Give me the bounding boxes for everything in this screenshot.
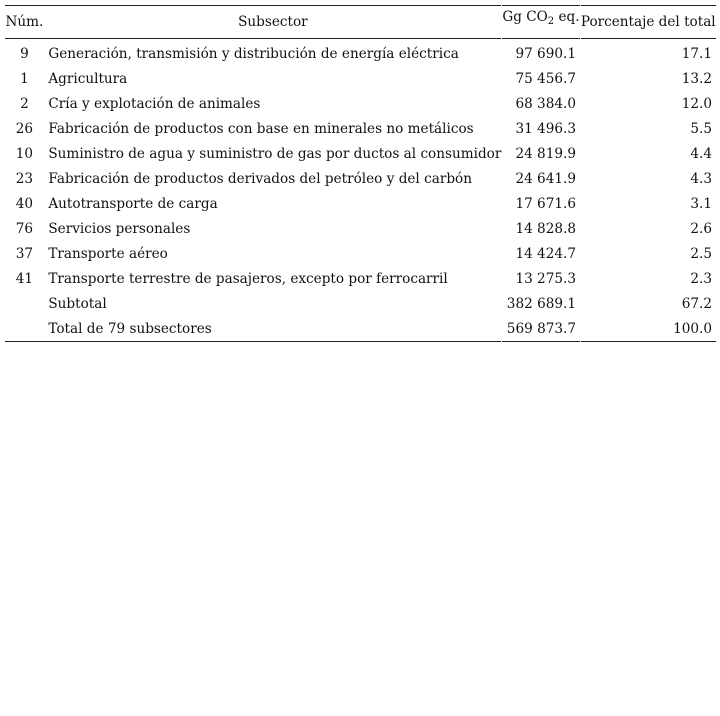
row-subsector: Servicios personales [48, 220, 191, 237]
row-percent: 12.0 [681, 95, 712, 112]
row-subsector: Fabricación de productos derivados del petróleo y del carbón [48, 170, 472, 187]
row-gg: 17 671.6 [515, 195, 576, 212]
row-subsector: Agricultura [48, 70, 128, 87]
row-gg: 24 819.9 [515, 145, 576, 162]
row-gg: 97 690.1 [515, 45, 576, 62]
row-gg: 68 384.0 [515, 95, 576, 112]
emissions-table [5, 5, 716, 342]
row-gg: 14 828.8 [515, 220, 576, 237]
table-row [5, 66, 716, 91]
row-percent: 13.2 [681, 70, 712, 87]
row-num: 40 [15, 195, 34, 212]
row-percent: 4.4 [690, 145, 712, 162]
row-subsector: Transporte terrestre de pasajeros, excepto por ferrocarril [48, 270, 448, 287]
row-percent: 2.5 [690, 245, 712, 262]
row-num: 1 [20, 70, 29, 87]
total-percent: 100.0 [581, 316, 716, 342]
row-gg: 24 641.9 [515, 170, 576, 187]
row-gg: 31 496.3 [515, 120, 576, 137]
row-num: 76 [15, 220, 34, 237]
header-gg-co2 [502, 5, 580, 39]
subtotal-label: Subtotal [48, 295, 107, 312]
table-row [5, 191, 716, 216]
row-subsector: Generación, transmisión y distribución de energía eléctrica [48, 45, 459, 62]
row-num: 41 [15, 270, 34, 287]
total-gg: 569 873.7 [502, 316, 580, 342]
row-num: 2 [20, 95, 29, 112]
table-header-row [5, 5, 716, 39]
header-gg-prefix: Gg CO [502, 9, 548, 25]
row-percent: 2.3 [690, 270, 712, 287]
total-row [5, 316, 716, 342]
row-percent: 2.6 [690, 220, 712, 237]
table-row [5, 241, 716, 266]
row-subsector: Suministro de agua y suministro de gas por ductos al consumidor [48, 145, 502, 162]
header-percent: Porcentaje del total [581, 5, 716, 39]
row-percent: 17.1 [681, 45, 712, 62]
row-percent: 5.5 [690, 120, 712, 137]
table-row [5, 39, 716, 66]
total-label: Total de 79 subsectores [44, 316, 501, 342]
row-num: 23 [15, 170, 34, 187]
table-row [5, 116, 716, 141]
row-num: 9 [20, 45, 29, 62]
subtotal-percent: 67.2 [681, 295, 712, 312]
header-gg-suffix: eq. [554, 9, 580, 25]
row-num: 37 [15, 245, 34, 262]
header-subsector: Subsector [44, 5, 501, 39]
row-subsector: Autotransporte de carga [48, 195, 218, 212]
header-gg-subscript: 2 [547, 16, 555, 27]
row-percent: 3.1 [690, 195, 712, 212]
row-num: 10 [15, 145, 34, 162]
row-num: 26 [15, 120, 34, 137]
row-gg: 13 275.3 [515, 270, 576, 287]
row-subsector: Cría y explotación de animales [48, 95, 261, 112]
header-num: Núm. [5, 5, 44, 39]
row-percent: 4.3 [690, 170, 712, 187]
subtotal-gg: 382 689.1 [506, 295, 576, 312]
table-row [5, 216, 716, 241]
row-gg: 14 424.7 [515, 245, 576, 262]
row-subsector: Transporte aéreo [48, 245, 168, 262]
table-row [5, 141, 716, 166]
table-row [5, 166, 716, 191]
row-subsector: Fabricación de productos con base en minerales no metálicos [48, 120, 474, 137]
subtotal-row [5, 291, 716, 316]
table-row [5, 266, 716, 291]
table-row [5, 91, 716, 116]
table-body [5, 39, 716, 342]
row-gg: 75 456.7 [515, 70, 576, 87]
